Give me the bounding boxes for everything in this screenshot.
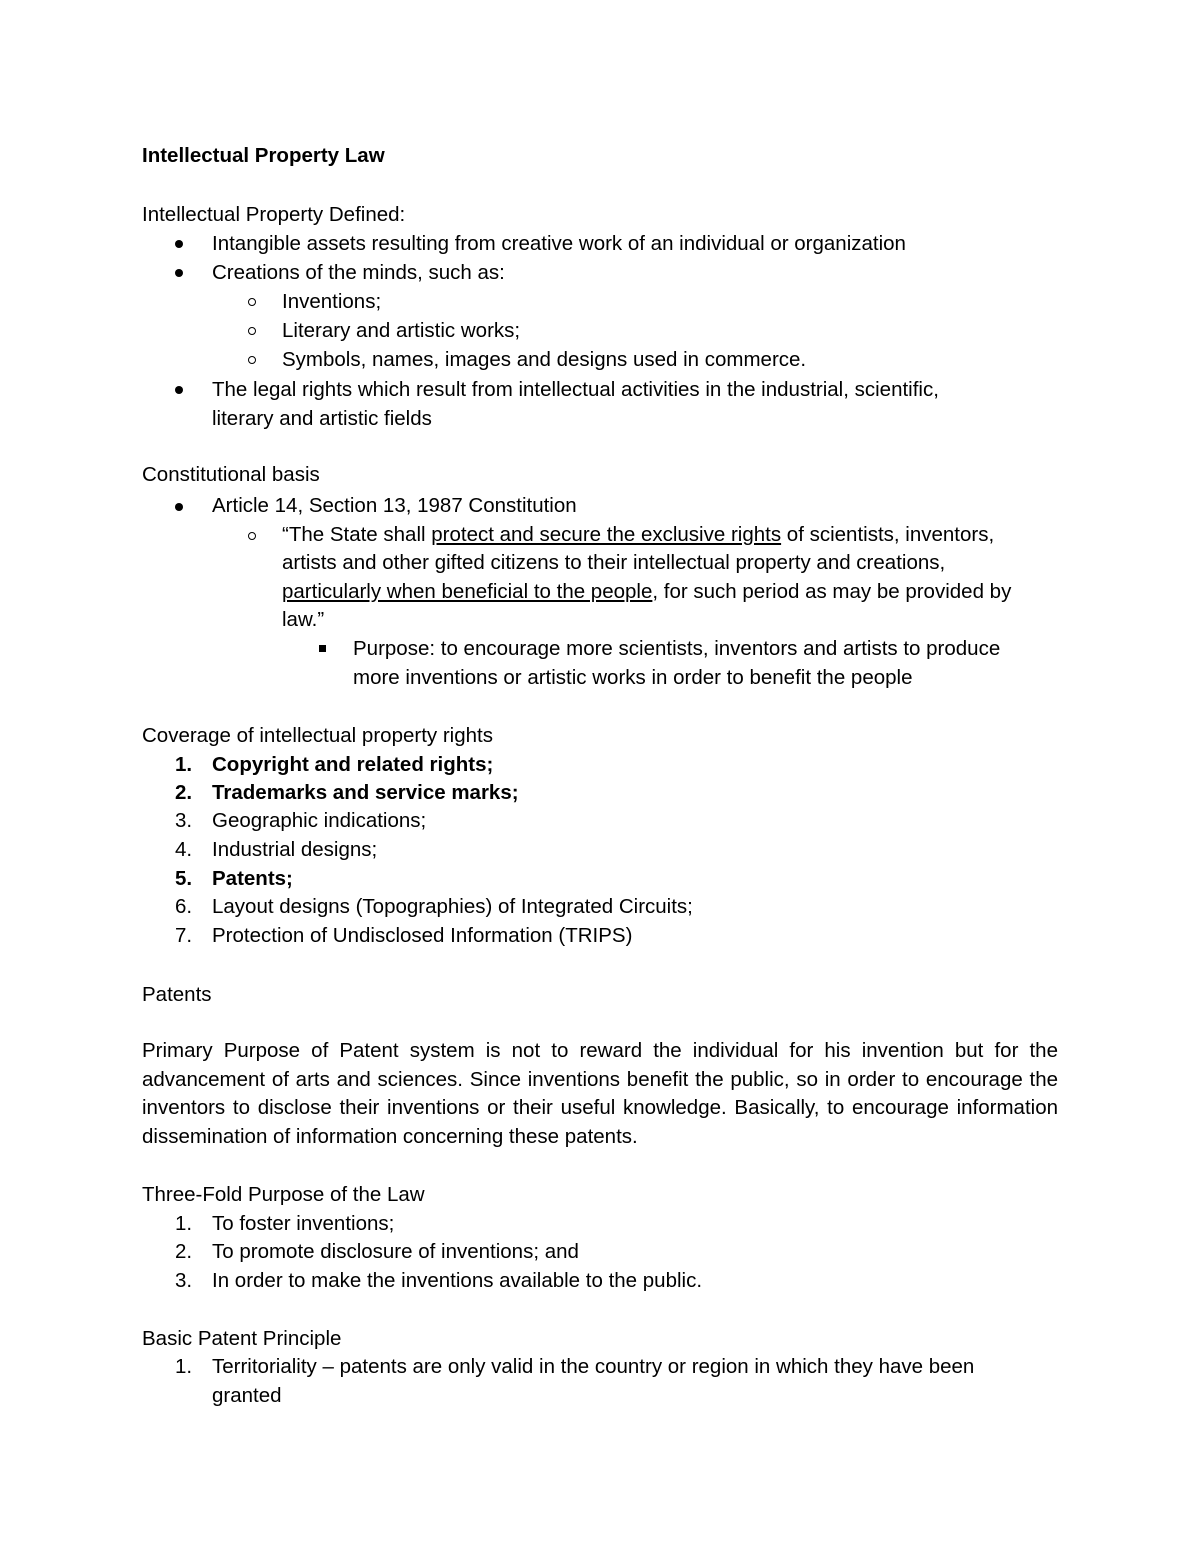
sub-list-item: Literary and artistic works; [282, 319, 521, 342]
section-heading-constitutional: Constitutional basis [142, 463, 320, 486]
purpose-line: Purpose: to encourage more scientists, inventors and artists to produce [353, 637, 1001, 660]
list-item: Geographic indications; [212, 809, 427, 832]
quote-text: of scientists, inventors, [781, 523, 995, 546]
list-item: In order to make the inventions available to the public. [212, 1269, 703, 1292]
list-item: Patents; [212, 867, 293, 890]
list-number: 2. [175, 781, 193, 804]
section-heading-threefold: Three-Fold Purpose of the Law [142, 1183, 425, 1206]
quote-underlined-text: protect and secure the exclusive rights [431, 523, 782, 546]
quote-line [282, 578, 1011, 606]
sub-list-item: Inventions; [282, 290, 382, 313]
quote-text: , for such period as may be provided by [652, 580, 1012, 603]
bullet-circle-icon [248, 356, 256, 364]
list-item: Copyright and related rights; [212, 753, 494, 776]
list-number: 4. [175, 838, 193, 861]
list-item: Trademarks and service marks; [212, 781, 519, 804]
list-item-continuation: granted [212, 1384, 282, 1407]
bullet-dot-icon [175, 386, 183, 394]
bullet-circle-icon [248, 298, 256, 306]
quote-line: law.” [282, 608, 325, 631]
quote-text: “The State shall [282, 523, 432, 546]
document-title: Intellectual Property Law [142, 144, 385, 167]
list-item: To foster inventions; [212, 1212, 395, 1235]
purpose-line: more inventions or artistic works in order to benefit the people [353, 666, 913, 689]
bullet-dot-icon [175, 269, 183, 277]
section-heading-coverage: Coverage of intellectual property rights [142, 724, 493, 747]
list-item: To promote disclosure of inventions; and [212, 1240, 579, 1263]
bullet-dot-icon [175, 240, 183, 248]
quote-underlined-text: particularly when beneficial to the people [282, 580, 653, 603]
list-item: Industrial designs; [212, 838, 378, 861]
bullet-dot-icon [175, 503, 183, 511]
list-number: 3. [175, 1269, 193, 1292]
quote-line: artists and other gifted citizens to their intellectual property and creations, [282, 551, 946, 574]
list-item: Protection of Undisclosed Information (TRIPS) [212, 924, 633, 947]
list-number: 1. [175, 1212, 193, 1235]
bullet-circle-icon [248, 327, 256, 335]
bullet-square-icon [319, 645, 326, 652]
list-number: 1. [175, 753, 193, 776]
quote-line [282, 521, 994, 549]
list-number: 6. [175, 895, 193, 918]
list-item: The legal rights which result from intellectual activities in the industrial, scientific, [212, 378, 939, 401]
list-number: 5. [175, 867, 193, 890]
list-number: 7. [175, 924, 193, 947]
bullet-circle-icon [248, 532, 256, 540]
list-item: Territoriality – patents are only valid in the country or region in which they have been [212, 1355, 975, 1378]
list-number: 2. [175, 1240, 193, 1263]
patents-paragraph: Primary Purpose of Patent system is not to reward the individual for his invention but for the advancement of arts and sciences. Since inventions benefit the public, so in order to encourage the inventors to disclose their inventions or their useful knowledge. Basically, to encourage information dissemination of information concerning these patents. [142, 1039, 1058, 1149]
list-number: 3. [175, 809, 193, 832]
list-item: Article 14, Section 13, 1987 Constitution [212, 494, 577, 517]
list-item: Creations of the minds, such as: [212, 261, 505, 284]
section-heading-patents: Patents [142, 983, 212, 1006]
sub-list-item: Symbols, names, images and designs used in commerce. [282, 348, 807, 371]
list-item: Layout designs (Topographies) of Integrated Circuits; [212, 895, 693, 918]
section-heading-basic: Basic Patent Principle [142, 1327, 342, 1350]
section-heading-defined: Intellectual Property Defined: [142, 203, 406, 226]
list-item-continuation: literary and artistic fields [212, 407, 432, 430]
list-number: 1. [175, 1355, 193, 1378]
list-item: Intangible assets resulting from creative work of an individual or organization [212, 232, 906, 255]
